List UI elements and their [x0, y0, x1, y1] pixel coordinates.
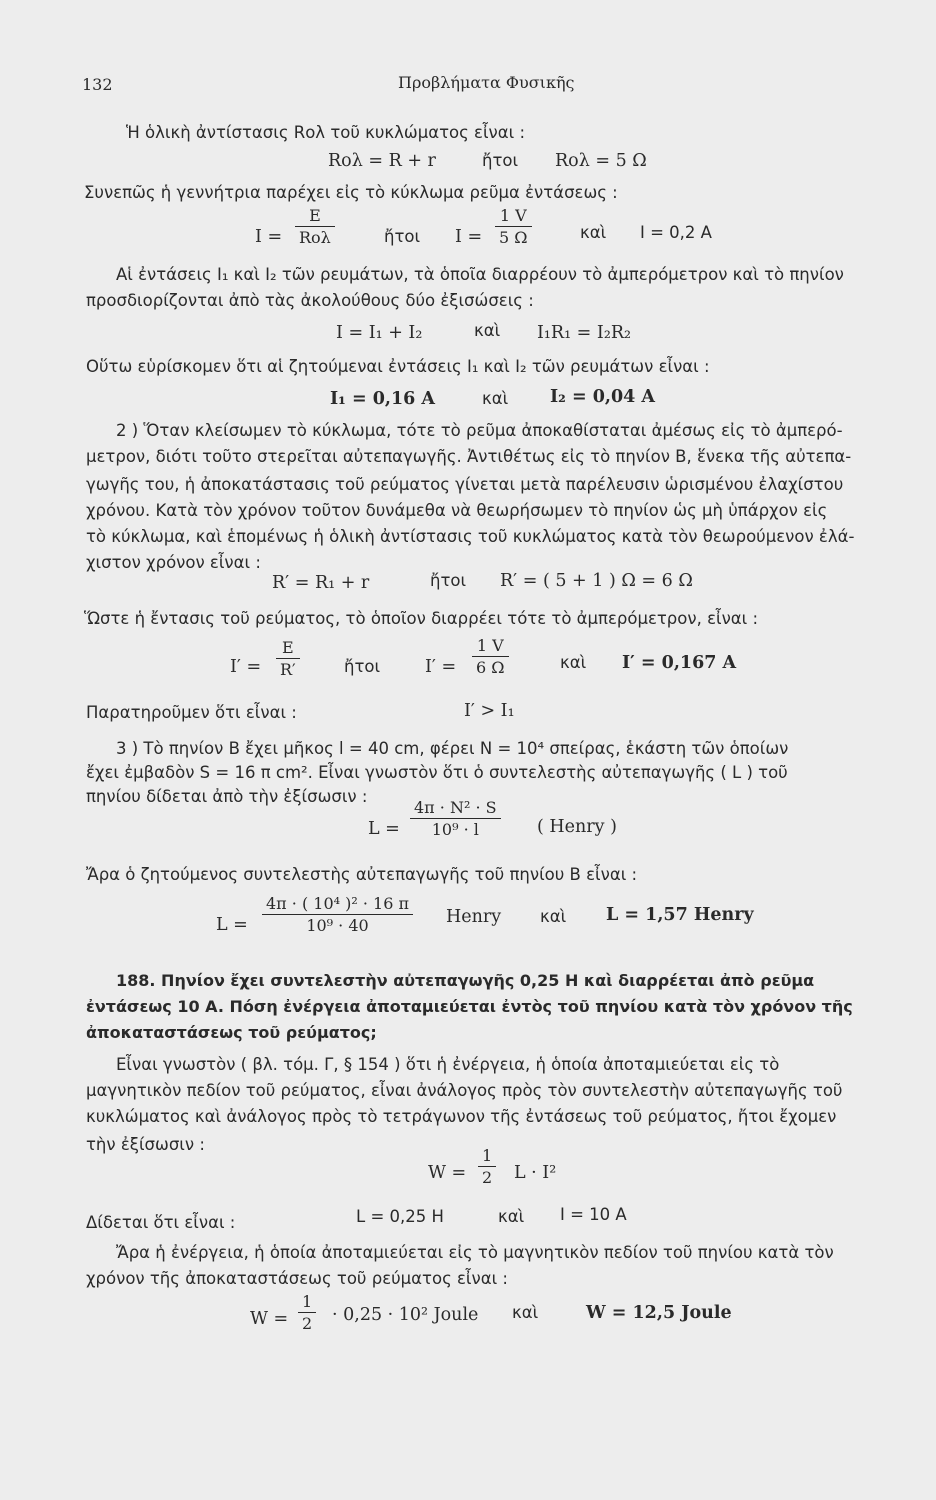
equation: W =	[428, 1163, 467, 1183]
equation: L =	[216, 915, 248, 935]
fraction-numerator: E	[309, 206, 321, 225]
page-number: 132	[82, 75, 113, 94]
problem-heading: ἀποκαταστάσεως τοῦ ρεύματος;	[86, 1023, 377, 1042]
text-line: 3 ) Τὸ πηνίον B ἔχει μῆκος l = 40 cm, φέρει N = 10⁴ σπείρας, ἑκάστη τῶν ὁποίων	[116, 739, 789, 758]
text-line: Παρατηροῦμεν ὅτι εἶναι :	[86, 703, 297, 722]
equation: W =	[250, 1309, 289, 1329]
equation: I′ > I₁	[464, 701, 515, 721]
equation-word: ἤτοι	[344, 657, 381, 676]
equation-word: καὶ	[580, 223, 607, 242]
fraction	[298, 1292, 316, 1333]
fraction	[276, 638, 300, 679]
result: I′ = 0,167 A	[622, 653, 737, 673]
equation: I =	[455, 227, 483, 247]
equation-word: καὶ	[512, 1303, 539, 1322]
problem-heading: ἐντάσεως 10 A. Πόση ἐνέργεια ἀποταμιεύεται ἐντὸς τοῦ πηνίου κατὰ τὸν χρόνον τῆς	[86, 997, 853, 1016]
text-line: μαγνητικὸν πεδίον τοῦ ρεύματος, εἶναι ἀνάλογος πρὸς τὸν συντελεστὴν αὐτεπαγωγῆς τοῦ	[86, 1081, 843, 1100]
equation-word: καὶ	[560, 653, 587, 672]
text-line: χρόνον τῆς ἀποκαταστάσεως τοῦ ρεύματος εἶναι :	[86, 1269, 508, 1288]
fraction-bar	[410, 818, 501, 819]
equation-word: καὶ	[498, 1207, 525, 1226]
text-line: Οὕτω εὑρίσκομεν ὅτι αἱ ζητούμεναι ἐντάσεις I₁ καὶ I₂ τῶν ρευμάτων εἶναι :	[86, 357, 710, 376]
result: W = 12,5 Joule	[586, 1303, 732, 1323]
text-line: τὴν ἐξίσωσιν :	[86, 1135, 205, 1154]
fraction-bar	[295, 226, 335, 227]
text-line: Συνεπῶς ἡ γεννήτρια παρέχει εἰς τὸ κύκλωμα ρεῦμα ἐντάσεως :	[84, 183, 618, 202]
fraction-denominator: 2	[482, 1168, 493, 1187]
text-line: προσδιορίζονται ἀπὸ τὰς ἀκολούθους δύο ἐξισώσεις :	[86, 291, 534, 310]
fraction-denominator: 2	[302, 1314, 313, 1333]
fraction-numerator: 1 V	[476, 636, 504, 655]
result: L = 1,57 Henry	[606, 905, 754, 925]
fraction-bar	[298, 1312, 316, 1313]
equation: Rολ = 5 Ω	[555, 151, 647, 171]
text-line: Ἡ ὁλικὴ ἀντίστασις Rολ τοῦ κυκλώματος εἶναι :	[126, 123, 526, 142]
equation: R′ = ( 5 + 1 ) Ω = 6 Ω	[500, 571, 693, 591]
fraction-denominator: 10⁹ · l	[431, 820, 479, 839]
text-line: χρόνου. Κατὰ τὸν χρόνον τοῦτον δυνάμεθα νὰ θεωρήσωμεν τὸ πηνίον ὡς μὴ ὑπάρχον εἰς	[86, 501, 828, 520]
equation: L =	[368, 819, 400, 839]
fraction-numerator: 4π · ( 10⁴ )² · 16 π	[266, 894, 410, 913]
fraction-numerator: 4π · N² · S	[414, 798, 497, 817]
fraction-denominator: Rολ	[299, 228, 331, 247]
fraction-numerator: 1	[482, 1146, 493, 1165]
equation-word: καὶ	[474, 321, 501, 340]
text-line: Δίδεται ὅτι εἶναι :	[86, 1213, 236, 1232]
problem-heading: 188. Πηνίον ἔχει συντελεστὴν αὐτεπαγωγῆς 0,25 H καὶ διαρρέεται ἀπὸ ρεῦμα	[116, 971, 815, 990]
fraction	[262, 894, 413, 935]
equation: L = 0,25 H	[356, 1207, 444, 1226]
equation: I′ =	[230, 657, 262, 677]
equation: Rολ = R + r	[328, 151, 436, 171]
equation: I = 0,2 A	[640, 223, 712, 242]
equation-unit: Henry	[446, 907, 502, 927]
equation-unit: ( Henry )	[537, 817, 617, 837]
fraction-numerator: 1 V	[499, 206, 527, 225]
fraction	[478, 1146, 496, 1187]
fraction-bar	[472, 656, 509, 657]
equation-word: καὶ	[540, 907, 567, 926]
text-line: μετρον, διότι τοῦτο στερεῖται αὐτεπαγωγῆς. Ἀντιθέτως εἰς τὸ πηνίον B, ἕνεκα τῆς αὐτεπα-	[86, 447, 852, 466]
equation: I = 10 A	[560, 1205, 627, 1224]
text-line: Ἄρα ἡ ἐνέργεια, ἡ ὁποία ἀποταμιεύεται εἰς τὸ μαγνητικὸν πεδίον τοῦ πηνίου κατὰ τὸν	[116, 1243, 834, 1262]
text-line: Ὥστε ἡ ἔντασις τοῦ ρεύματος, τὸ ὁποῖον διαρρέει τότε τὸ ἀμπερόμετρον, εἶναι :	[84, 609, 759, 628]
fraction-bar	[478, 1166, 496, 1167]
text-line: Αἱ ἐντάσεις I₁ καὶ I₂ τῶν ρευμάτων, τὰ ὁποῖα διαρρέουν τὸ ἀμπερόμετρον καὶ τὸ πηνίον	[116, 265, 844, 284]
equation-word: ἤτοι	[430, 571, 467, 590]
text-line: πηνίου δίδεται ἀπὸ τὴν ἐξίσωσιν :	[86, 787, 368, 806]
text-line: Εἶναι γνωστὸν ( βλ. τόμ. Γ, § 154 ) ὅτι ἡ ἐνέργεια, ἡ ὁποία ἀποταμιεύεται εἰς τὸ	[116, 1055, 780, 1074]
text-line: χιστον χρόνον εἶναι :	[86, 553, 261, 572]
equation-word: καὶ	[482, 389, 509, 408]
equation: R′ = R₁ + r	[272, 573, 370, 593]
text-line: 2 ) Ὅταν κλείσωμεν τὸ κύκλωμα, τότε τὸ ρεῦμα ἀποκαθίσταται ἀμέσως εἰς τὸ ἀμπερό-	[116, 421, 843, 440]
fraction-numerator: E	[282, 638, 294, 657]
text-line: τὸ κύκλωμα, καὶ ἑπομένως ἡ ὁλικὴ ἀντίστασις τοῦ κυκλώματος κατὰ τὸν θεωρούμενον ἐλά-	[86, 527, 855, 546]
fraction	[495, 206, 532, 247]
equation: I = I₁ + I₂	[336, 323, 423, 343]
fraction-denominator: 5 Ω	[499, 228, 528, 247]
fraction-bar	[495, 226, 532, 227]
fraction-denominator: 6 Ω	[476, 658, 505, 677]
fraction-numerator: 1	[302, 1292, 313, 1311]
equation-word: ἤτοι	[482, 151, 519, 170]
running-title: Προβλήματα Φυσικῆς	[398, 73, 575, 92]
fraction-bar	[276, 658, 300, 659]
equation: I =	[255, 227, 283, 247]
equation: · 0,25 · 10² Joule	[332, 1305, 479, 1325]
fraction-denominator: R′	[280, 660, 296, 679]
text-line: ἔχει ἐμβαδὸν S = 16 π cm². Εἶναι γνωστὸν ὅτι ὁ συντελεστὴς αὐτεπαγωγῆς ( L ) τοῦ	[86, 763, 788, 782]
equation: I′ =	[425, 657, 457, 677]
fraction	[410, 798, 501, 839]
equation: I₁R₁ = I₂R₂	[537, 323, 632, 343]
fraction	[295, 206, 335, 247]
fraction-bar	[262, 914, 413, 915]
result: I₂ = 0,04 A	[550, 387, 655, 407]
fraction	[472, 636, 509, 677]
equation: L · I²	[514, 1163, 557, 1183]
text-line: γωγῆς του, ἡ ἀποκατάστασις τοῦ ρεύματος γίνεται μετὰ παρέλευσιν ὡρισμένου ἐλαχίστου	[86, 475, 844, 494]
fraction-denominator: 10⁹ · 40	[306, 916, 369, 935]
text-line: Ἄρα ὁ ζητούμενος συντελεστὴς αὐτεπαγωγῆς τοῦ πηνίου B εἶναι :	[86, 865, 638, 884]
equation-word: ἤτοι	[384, 227, 421, 246]
text-line: κυκλώματος καὶ ἀνάλογος πρὸς τὸ τετράγωνον τῆς ἐντάσεως τοῦ ρεύματος, ἤτοι ἔχομεν	[86, 1107, 837, 1126]
result: I₁ = 0,16 A	[330, 389, 435, 409]
